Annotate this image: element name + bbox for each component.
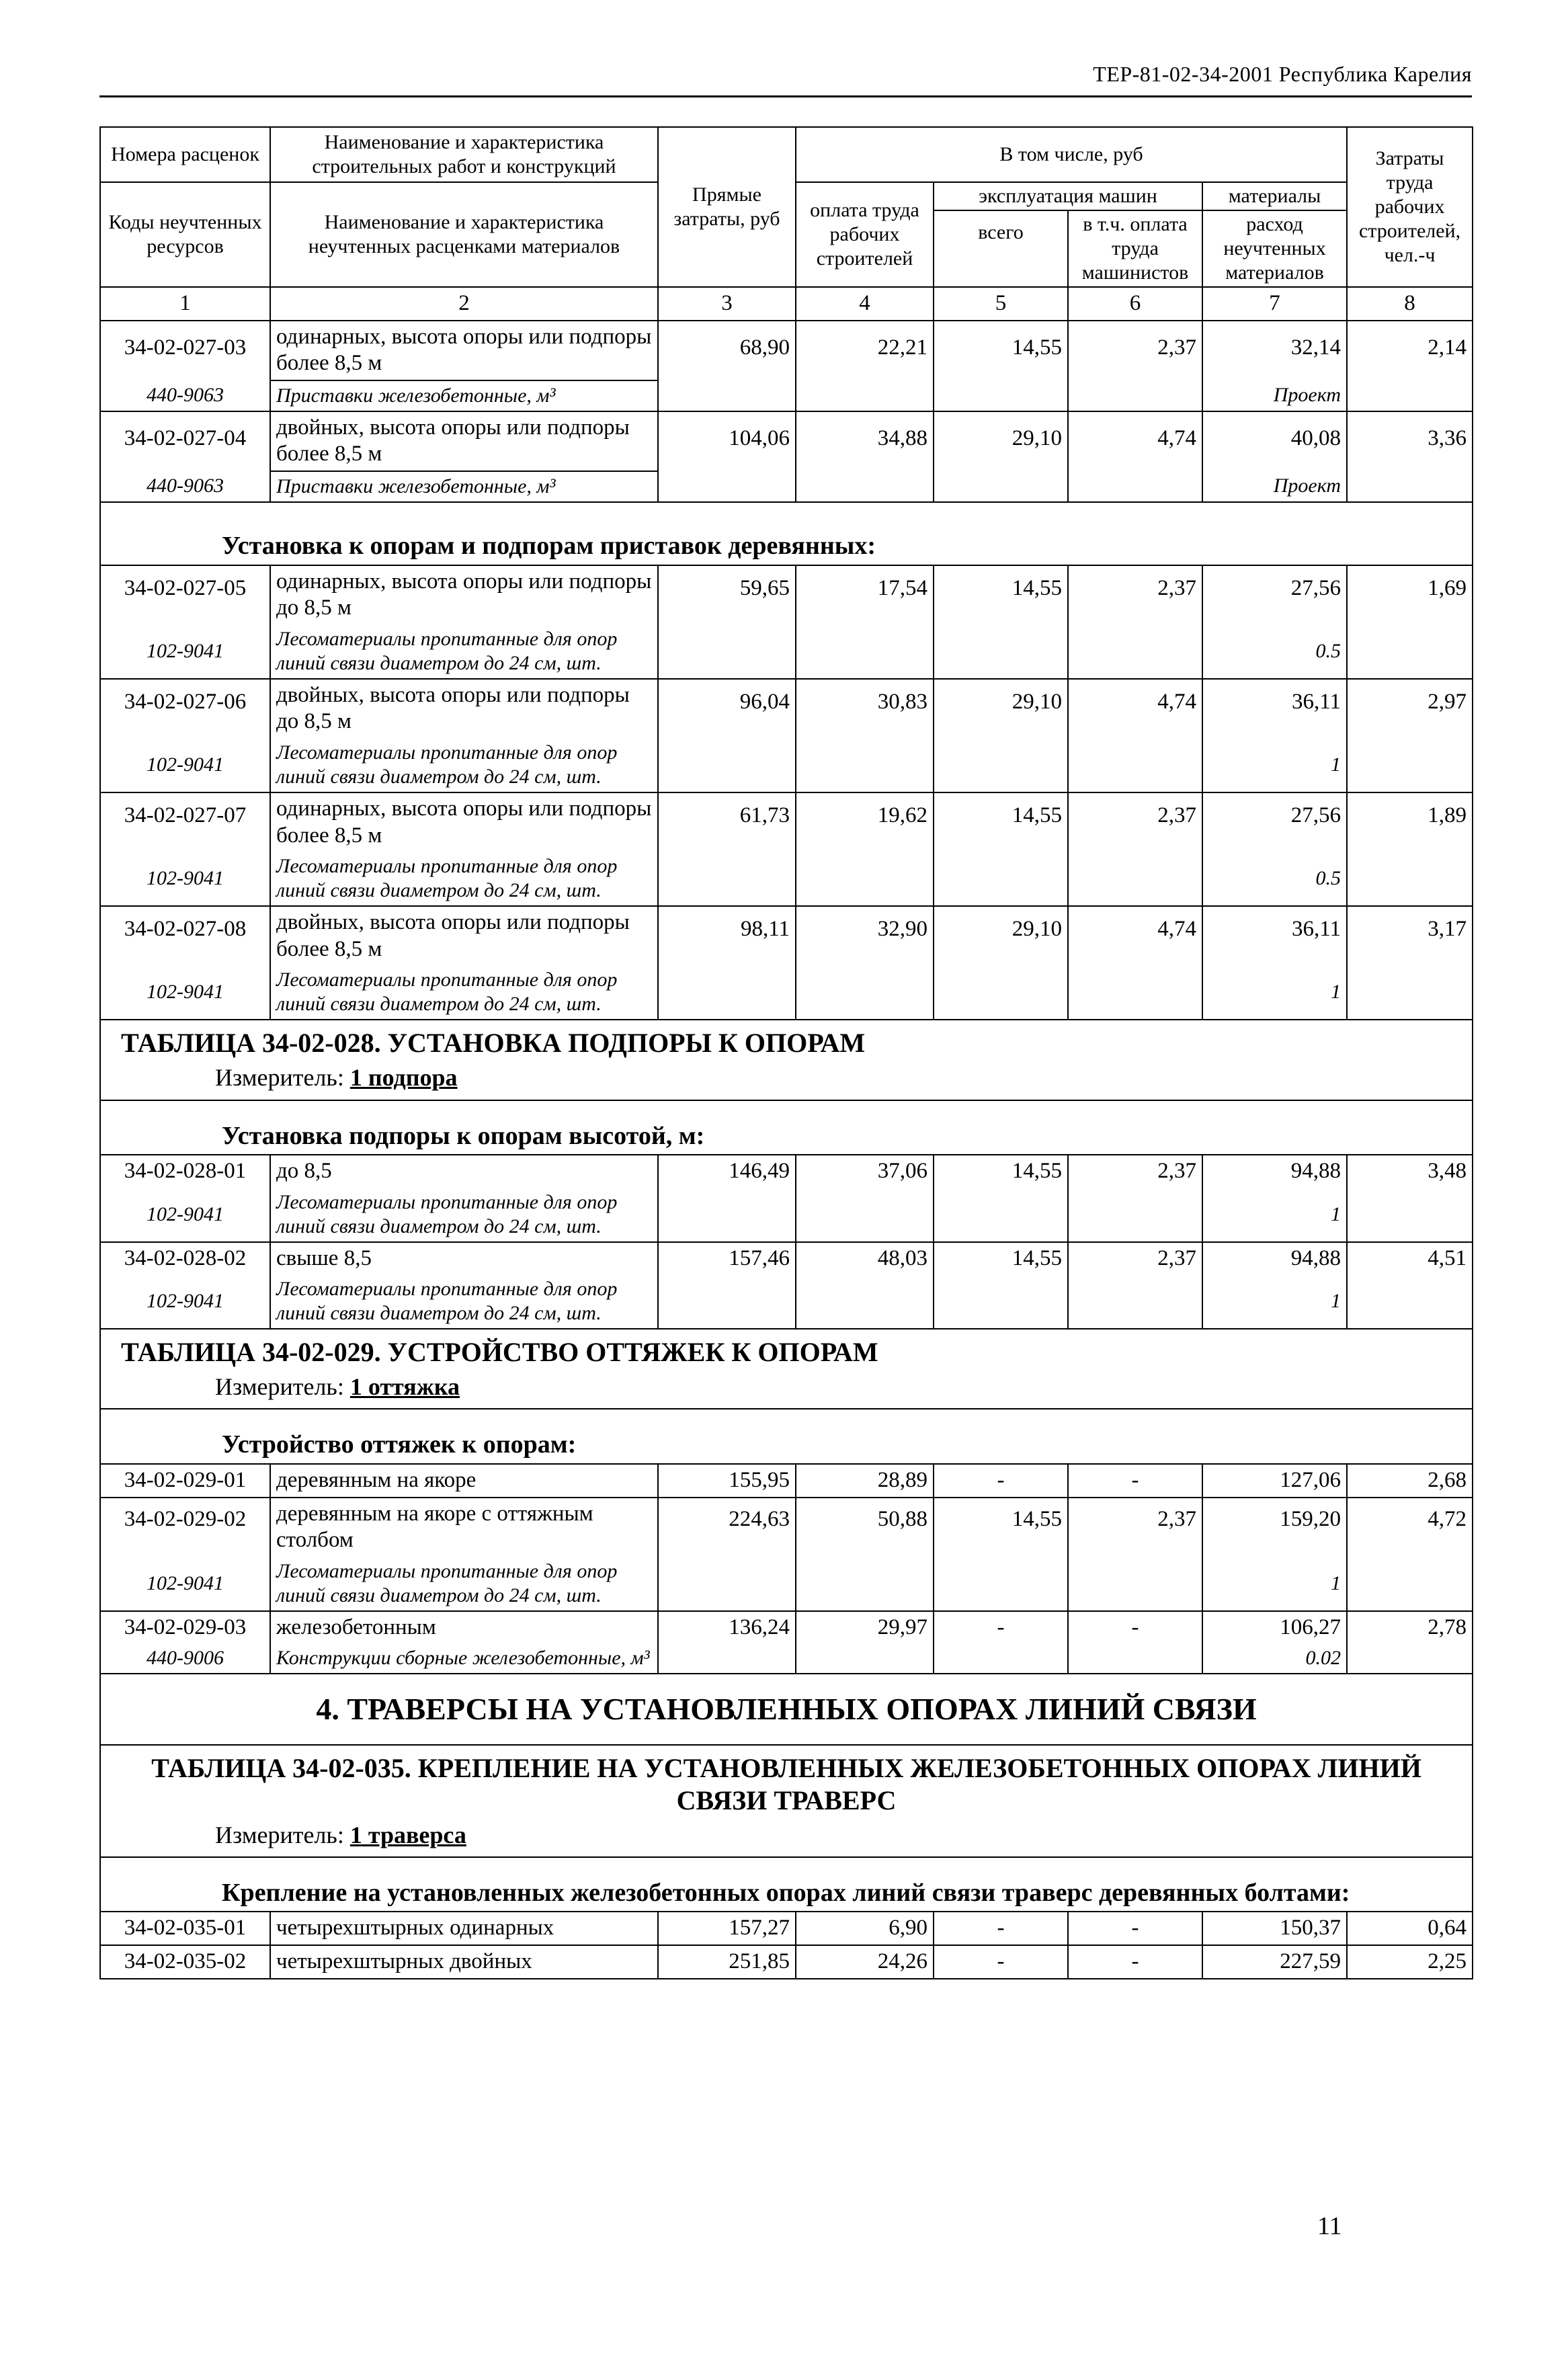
materials: 36,11 — [1202, 679, 1347, 738]
resource-code: 102-9041 — [100, 1188, 270, 1242]
col-header-labor-pay: оплата труда рабочих строителей — [796, 182, 934, 287]
materials: 159,20 — [1202, 1498, 1347, 1557]
work-name: одинарных, высота опоры или подпоры более 8,5 м — [270, 792, 658, 852]
materials: 32,14 — [1202, 321, 1347, 380]
materials: 40,08 — [1202, 411, 1347, 471]
direct-cost: 155,95 — [658, 1464, 796, 1498]
section-heading-row — [100, 502, 1473, 565]
material-quantity: 1 — [1202, 1557, 1347, 1611]
rate-code: 34-02-027-04 — [100, 411, 270, 471]
table-title-row — [100, 1020, 1473, 1100]
resource-code: 440-9063 — [100, 380, 270, 411]
work-name: двойных, высота опоры или подпоры более 8,5 м — [270, 411, 658, 471]
table-row — [100, 1464, 1473, 1498]
table-row — [100, 1945, 1473, 1979]
col-number: 2 — [270, 287, 658, 321]
work-name: четырехштырных одинарных — [270, 1912, 658, 1945]
labor-hours: 4,51 — [1347, 1242, 1473, 1275]
labor-hours: 2,78 — [1347, 1611, 1473, 1644]
rate-code: 34-02-028-01 — [100, 1155, 270, 1188]
measure-line — [121, 1373, 1452, 1401]
work-name: четырехштырных двойных — [270, 1945, 658, 1979]
page-number: 11 — [1317, 2212, 1342, 2240]
col-header-resource-codes: Коды неучтенных ресурсов — [100, 182, 270, 287]
direct-cost: 224,63 — [658, 1498, 796, 1557]
materials: 150,37 — [1202, 1912, 1347, 1945]
resource-code: 440-9006 — [100, 1643, 270, 1674]
machines-total: 14,55 — [934, 321, 1068, 380]
machines-operators: 2,37 — [1068, 1242, 1202, 1275]
table-subrow — [100, 1557, 1473, 1611]
work-name: двойных, высота опоры или подпоры до 8,5 м — [270, 679, 658, 738]
measure-value: 1 траверса — [349, 1821, 466, 1848]
col-header-machines: эксплуатация машин — [934, 183, 1202, 211]
material-name: Лесоматериалы пропитанные для опор линий связи диаметром до 24 см, шт. — [270, 624, 658, 679]
labor-pay: 22,21 — [796, 321, 934, 380]
machines-total: 29,10 — [934, 906, 1068, 965]
labor-pay: 29,97 — [796, 1611, 934, 1644]
col-header-materials-group — [1202, 182, 1347, 287]
rate-code: 34-02-029-01 — [100, 1464, 270, 1498]
direct-cost: 146,49 — [658, 1155, 796, 1188]
table-row — [100, 1912, 1473, 1945]
labor-hours: 3,17 — [1347, 906, 1473, 965]
labor-hours: 2,25 — [1347, 1945, 1473, 1979]
machines-operators: 4,74 — [1068, 679, 1202, 738]
direct-cost: 68,90 — [658, 321, 796, 380]
work-name: до 8,5 — [270, 1155, 658, 1188]
measure-line — [121, 1821, 1452, 1850]
direct-cost: 96,04 — [658, 679, 796, 738]
materials: 27,56 — [1202, 792, 1347, 852]
direct-cost: 98,11 — [658, 906, 796, 965]
section-heading: Установка к опорам и подпорам приставок деревянных: — [100, 502, 1473, 565]
direct-cost: 59,65 — [658, 565, 796, 624]
rates-table — [99, 126, 1473, 1979]
table-row — [100, 1498, 1473, 1557]
measure-label: Измеритель: — [215, 1064, 344, 1092]
machines-operators: 2,37 — [1068, 565, 1202, 624]
materials: 36,11 — [1202, 906, 1347, 965]
material-name: Лесоматериалы пропитанные для опор линий связи диаметром до 24 см, шт. — [270, 852, 658, 906]
material-name: Лесоматериалы пропитанные для опор линий связи диаметром до 24 см, шт. — [270, 965, 658, 1020]
machines-total: 14,55 — [934, 1242, 1068, 1275]
resource-code: 102-9041 — [100, 624, 270, 679]
direct-cost: 157,27 — [658, 1912, 796, 1945]
section-heading: Установка подпоры к опорам высотой, м: — [100, 1100, 1473, 1155]
measure-value: 1 подпора — [349, 1064, 458, 1092]
rate-code: 34-02-029-02 — [100, 1498, 270, 1557]
direct-cost: 251,85 — [658, 1945, 796, 1979]
labor-pay: 28,89 — [796, 1464, 934, 1498]
machines-total: - — [934, 1912, 1068, 1945]
machines-total: 29,10 — [934, 679, 1068, 738]
machines-total: 29,10 — [934, 411, 1068, 471]
labor-hours: 2,97 — [1347, 679, 1473, 738]
table-subrow — [100, 1643, 1473, 1674]
chapter-heading-row — [100, 1674, 1473, 1744]
material-name: Приставки железобетонные, м³ — [270, 471, 658, 502]
work-name: железобетонным — [270, 1611, 658, 1644]
machines-operators: 2,37 — [1068, 1498, 1202, 1557]
col-number: 4 — [796, 287, 934, 321]
work-name: двойных, высота опоры или подпоры более 8,5 м — [270, 906, 658, 965]
document-header: ТЕР-81-02-34-2001 Республика Карелия — [1093, 62, 1472, 86]
table-row — [100, 565, 1473, 624]
col-header-machines-operators: в т.ч. оплата труда машинистов — [1081, 213, 1189, 284]
col-header-material-name: Наименование и характеристика неучтенных расценками материалов — [270, 182, 658, 287]
rate-code: 34-02-027-05 — [100, 565, 270, 624]
rate-code: 34-02-029-03 — [100, 1611, 270, 1644]
labor-pay: 32,90 — [796, 906, 934, 965]
col-number: 7 — [1202, 287, 1347, 321]
column-numbers-row — [100, 287, 1473, 321]
labor-hours: 3,36 — [1347, 411, 1473, 471]
materials: 27,56 — [1202, 565, 1347, 624]
table-title — [100, 1745, 1473, 1857]
table-row — [100, 321, 1473, 380]
table-title — [100, 1329, 1473, 1409]
labor-hours: 4,72 — [1347, 1498, 1473, 1557]
table-header-row — [100, 127, 1473, 182]
labor-hours: 0,64 — [1347, 1912, 1473, 1945]
materials: 106,27 — [1202, 1611, 1347, 1644]
machines-operators: 2,37 — [1068, 321, 1202, 380]
resource-code: 102-9041 — [100, 1274, 270, 1329]
resource-code: 440-9063 — [100, 471, 270, 502]
material-quantity: 0.5 — [1202, 852, 1347, 906]
machines-operators: 2,37 — [1068, 1155, 1202, 1188]
table-title-row — [100, 1329, 1473, 1409]
resource-code: 102-9041 — [100, 738, 270, 792]
material-name: Лесоматериалы пропитанные для опор линий связи диаметром до 24 см, шт. — [270, 1274, 658, 1329]
material-quantity: 1 — [1202, 738, 1347, 792]
resource-code: 102-9041 — [100, 1557, 270, 1611]
labor-pay: 19,62 — [796, 792, 934, 852]
machines-operators: 4,74 — [1068, 906, 1202, 965]
machines-total: 14,55 — [934, 565, 1068, 624]
labor-pay: 17,54 — [796, 565, 934, 624]
col-number: 6 — [1068, 287, 1202, 321]
machines-operators: 4,74 — [1068, 411, 1202, 471]
direct-cost: 157,46 — [658, 1242, 796, 1275]
table-row — [100, 411, 1473, 471]
table-title-text: ТАБЛИЦА 34-02-035. КРЕПЛЕНИЕ НА УСТАНОВЛЕННЫХ ЖЕЛЕЗОБЕТОННЫХ ОПОРАХ ЛИНИЙ СВЯЗИ ТРАВЕРС — [151, 1752, 1421, 1815]
section-heading-row — [100, 1857, 1473, 1912]
machines-operators: 2,37 — [1068, 792, 1202, 852]
labor-pay: 24,26 — [796, 1945, 934, 1979]
machines-operators: - — [1068, 1611, 1202, 1644]
rate-code: 34-02-027-06 — [100, 679, 270, 738]
rate-code: 34-02-035-01 — [100, 1912, 270, 1945]
measure-line — [121, 1063, 1452, 1092]
work-name: деревянным на якоре с оттяжным столбом — [270, 1498, 658, 1557]
direct-cost: 136,24 — [658, 1611, 796, 1644]
material-quantity: 1 — [1202, 1274, 1347, 1329]
labor-hours: 2,14 — [1347, 321, 1473, 380]
machines-total: - — [934, 1611, 1068, 1644]
table-subrow — [100, 380, 1473, 411]
table-row — [100, 679, 1473, 738]
materials: 227,59 — [1202, 1945, 1347, 1979]
table-subrow — [100, 624, 1473, 679]
table-subrow — [100, 852, 1473, 906]
rate-code: 34-02-027-03 — [100, 321, 270, 380]
table-subrow — [100, 471, 1473, 502]
chapter-heading: 4. ТРАВЕРСЫ НА УСТАНОВЛЕННЫХ ОПОРАХ ЛИНИЙ СВЯЗИ — [100, 1674, 1473, 1744]
materials: 94,88 — [1202, 1155, 1347, 1188]
labor-pay: 34,88 — [796, 411, 934, 471]
col-header-machines-group — [934, 182, 1202, 287]
direct-cost: 104,06 — [658, 411, 796, 471]
section-heading-row — [100, 1100, 1473, 1155]
col-header-direct-costs: Прямые затраты, руб — [658, 127, 796, 287]
table-row — [100, 906, 1473, 965]
labor-hours: 1,69 — [1347, 565, 1473, 624]
table-subrow — [100, 965, 1473, 1020]
col-number: 3 — [658, 287, 796, 321]
col-number: 1 — [100, 287, 270, 321]
materials: 127,06 — [1202, 1464, 1347, 1498]
col-header-including: В том числе, руб — [796, 127, 1347, 182]
measure-value: 1 оттяжка — [349, 1373, 460, 1401]
work-name: одинарных, высота опоры или подпоры до 8,5 м — [270, 565, 658, 624]
labor-pay: 50,88 — [796, 1498, 934, 1557]
material-quantity: 1 — [1202, 965, 1347, 1020]
material-name: Лесоматериалы пропитанные для опор линий связи диаметром до 24 см, шт. — [270, 1557, 658, 1611]
header-rule — [99, 95, 1472, 97]
table-subrow — [100, 1274, 1473, 1329]
labor-hours: 2,68 — [1347, 1464, 1473, 1498]
table-title — [100, 1020, 1473, 1100]
col-header-machines-sub — [934, 211, 1202, 286]
material-name: Конструкции сборные железобетонные, м³ — [270, 1643, 658, 1674]
table-title-text: ТАБЛИЦА 34-02-029. УСТРОЙСТВО ОТТЯЖЕК К ОПОРАМ — [121, 1337, 878, 1368]
material-quantity: Проект — [1202, 471, 1347, 502]
table-subrow — [100, 738, 1473, 792]
material-name: Приставки железобетонные, м³ — [270, 380, 658, 411]
material-quantity: 0.02 — [1202, 1643, 1347, 1674]
resource-code: 102-9041 — [100, 852, 270, 906]
table-row — [100, 792, 1473, 852]
machines-total: - — [934, 1464, 1068, 1498]
machines-operators: - — [1068, 1912, 1202, 1945]
section-heading: Крепление на установленных железобетонных опорах линий связи траверс деревянных болтами: — [100, 1857, 1473, 1912]
table-subrow — [100, 1188, 1473, 1242]
machines-total: 14,55 — [934, 1155, 1068, 1188]
col-header-materials-uncounted: расход неучтенных материалов — [1223, 213, 1326, 284]
work-name: одинарных, высота опоры или подпоры более 8,5 м — [270, 321, 658, 380]
material-quantity: Проект — [1202, 380, 1347, 411]
work-name: деревянным на якоре — [270, 1464, 658, 1498]
rate-code: 34-02-027-08 — [100, 906, 270, 965]
table-row — [100, 1155, 1473, 1188]
machines-operators: - — [1068, 1945, 1202, 1979]
labor-pay: 48,03 — [796, 1242, 934, 1275]
table-row — [100, 1242, 1473, 1275]
col-header-work-name: Наименование и характеристика строительных работ и конструкций — [270, 127, 658, 182]
table-title-text: ТАБЛИЦА 34-02-028. УСТАНОВКА ПОДПОРЫ К ОПОРАМ — [121, 1028, 866, 1059]
col-header-materials: материалы — [1203, 183, 1346, 211]
col-header-machines-total: всего — [934, 211, 1069, 286]
col-number: 5 — [934, 287, 1068, 321]
machines-operators: - — [1068, 1464, 1202, 1498]
machines-total: - — [934, 1945, 1068, 1979]
labor-pay: 6,90 — [796, 1912, 934, 1945]
materials: 94,88 — [1202, 1242, 1347, 1275]
material-name: Лесоматериалы пропитанные для опор линий связи диаметром до 24 см, шт. — [270, 1188, 658, 1242]
section-heading-row — [100, 1409, 1473, 1464]
labor-pay: 30,83 — [796, 679, 934, 738]
col-number: 8 — [1347, 287, 1473, 321]
material-quantity: 1 — [1202, 1188, 1347, 1242]
labor-pay: 37,06 — [796, 1155, 934, 1188]
measure-label: Измеритель: — [215, 1373, 344, 1401]
col-header-rate-numbers: Номера расценок — [100, 127, 270, 182]
rate-code: 34-02-035-02 — [100, 1945, 270, 1979]
machines-total: 14,55 — [934, 1498, 1068, 1557]
labor-hours: 1,89 — [1347, 792, 1473, 852]
material-name: Лесоматериалы пропитанные для опор линий связи диаметром до 24 см, шт. — [270, 738, 658, 792]
labor-hours: 3,48 — [1347, 1155, 1473, 1188]
section-heading: Устройство оттяжек к опорам: — [100, 1409, 1473, 1464]
rate-code: 34-02-027-07 — [100, 792, 270, 852]
measure-label: Измеритель: — [215, 1821, 344, 1848]
material-quantity: 0.5 — [1202, 624, 1347, 679]
col-header-labor-hours: Затраты труда рабочих строителей, чел.-ч — [1347, 127, 1473, 287]
resource-code: 102-9041 — [100, 965, 270, 1020]
machines-total: 14,55 — [934, 792, 1068, 852]
direct-cost: 61,73 — [658, 792, 796, 852]
table-row — [100, 1611, 1473, 1644]
table-title-row — [100, 1745, 1473, 1857]
rate-code: 34-02-028-02 — [100, 1242, 270, 1275]
work-name: свыше 8,5 — [270, 1242, 658, 1275]
